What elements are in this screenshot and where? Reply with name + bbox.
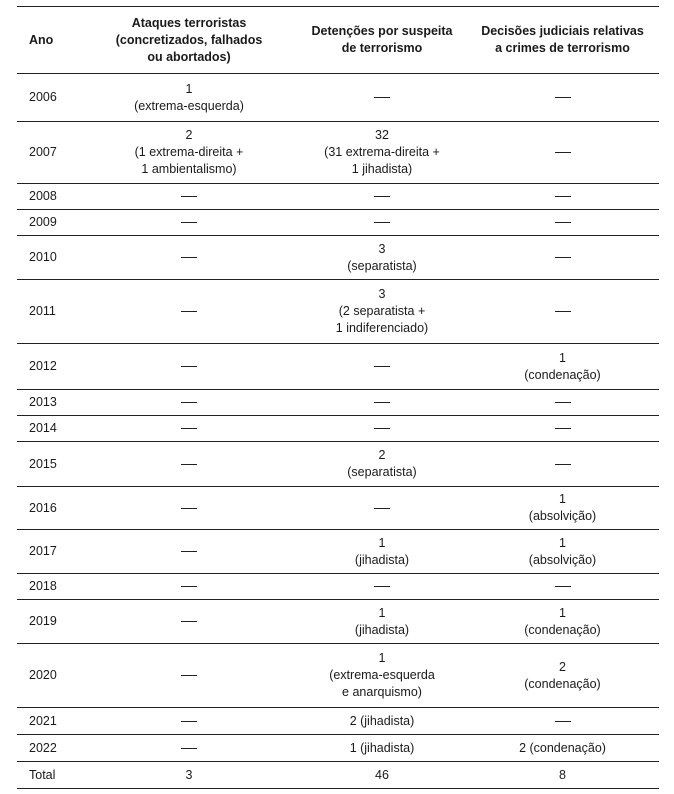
empty-dash xyxy=(555,464,571,465)
cell-line: (jihadista) xyxy=(354,552,410,567)
year-cell: 2008 xyxy=(17,184,80,210)
table-row xyxy=(17,708,659,735)
empty-dash xyxy=(181,675,197,676)
empty-dash xyxy=(555,222,571,223)
cell-line: 1 indiferenciado) xyxy=(335,321,429,335)
table-body xyxy=(17,74,659,789)
year-cell: 2018 xyxy=(17,574,80,600)
empty-dash xyxy=(181,551,197,552)
cell-line: 1 xyxy=(559,535,566,550)
decisoes-cell xyxy=(466,487,659,530)
detencoes-cell xyxy=(298,735,466,762)
ataques-cell xyxy=(80,644,298,708)
decisoes-cell xyxy=(466,574,659,600)
table-row xyxy=(17,600,659,644)
table-row xyxy=(17,442,659,487)
table-row xyxy=(17,236,659,280)
cell-line: 2 (condenação) xyxy=(519,740,606,755)
decisoes-cell xyxy=(466,184,659,210)
detencoes-cell xyxy=(298,708,466,735)
empty-dash xyxy=(181,464,197,465)
empty-dash xyxy=(374,586,390,587)
year-cell: 2015 xyxy=(17,442,80,487)
cell-line: (1 extrema-direita + xyxy=(134,145,244,159)
empty-dash xyxy=(181,428,197,429)
ataques-cell xyxy=(80,344,298,390)
year-cell: 2017 xyxy=(17,530,80,574)
year-cell: 2022 xyxy=(17,735,80,762)
empty-dash xyxy=(181,402,197,403)
decisoes-cell xyxy=(466,122,659,184)
ataques-cell xyxy=(80,735,298,762)
cell-line: (condenação) xyxy=(524,676,601,691)
cell-line: (absolvição) xyxy=(528,509,597,523)
cell-line: 1 xyxy=(559,605,566,620)
table-row xyxy=(17,530,659,574)
decisoes-cell xyxy=(466,442,659,487)
decisoes-cell xyxy=(466,236,659,280)
empty-dash xyxy=(555,428,571,429)
cell-line: 1 xyxy=(559,350,566,365)
header-decisoes xyxy=(466,7,659,74)
cell-line: 1 xyxy=(559,492,566,506)
empty-dash xyxy=(374,402,390,403)
ataques-cell xyxy=(80,416,298,442)
ataques-cell xyxy=(80,530,298,574)
table-row xyxy=(17,644,659,708)
table-row xyxy=(17,390,659,416)
detencoes-cell xyxy=(298,390,466,416)
year-cell: 2020 xyxy=(17,644,80,708)
empty-dash xyxy=(555,196,571,197)
cell-line: 2 (jihadista) xyxy=(349,713,415,728)
cell-line: (2 separatista + xyxy=(338,304,426,318)
cell-line: (condenação) xyxy=(524,367,601,382)
cell-line: 1 xyxy=(185,81,193,96)
header-line: (concretizados, falhados xyxy=(115,32,263,47)
header-ataques xyxy=(80,7,298,74)
year-cell: 2021 xyxy=(17,708,80,735)
cell-line: 1 xyxy=(378,651,386,665)
table-row xyxy=(17,280,659,344)
table-row xyxy=(17,184,659,210)
empty-dash xyxy=(181,311,197,312)
header-detencoes xyxy=(298,7,466,74)
detencoes-cell xyxy=(298,644,466,708)
table-row xyxy=(17,487,659,530)
detencoes-cell xyxy=(298,344,466,390)
year-cell: 2006 xyxy=(17,74,80,122)
empty-dash xyxy=(181,366,197,367)
table-row xyxy=(17,344,659,390)
header-line: Ataques terroristas xyxy=(131,15,247,30)
decisoes-cell xyxy=(466,735,659,762)
total-ataques: 3 xyxy=(80,762,298,789)
empty-dash xyxy=(374,366,390,367)
empty-dash xyxy=(181,508,197,509)
empty-dash xyxy=(181,721,197,722)
total-detencoes: 46 xyxy=(298,762,466,789)
empty-dash xyxy=(374,428,390,429)
cell-line: 1 ambientalismo) xyxy=(141,162,237,176)
decisoes-cell xyxy=(466,416,659,442)
cell-line: (31 extrema-direita + xyxy=(324,145,440,159)
empty-dash xyxy=(181,222,197,223)
header-ano xyxy=(17,7,80,74)
decisoes-cell xyxy=(466,600,659,644)
empty-dash xyxy=(181,196,197,197)
decisoes-cell xyxy=(466,530,659,574)
table-row xyxy=(17,735,659,762)
cell-line: 2 xyxy=(185,128,193,142)
header-row xyxy=(17,7,659,74)
cell-line: (extrema-esquerda) xyxy=(134,98,244,113)
empty-dash xyxy=(555,257,571,258)
header-line: Detenções por suspeita xyxy=(311,24,453,38)
total-row xyxy=(17,762,659,789)
empty-dash xyxy=(555,402,571,403)
cell-line: (absolvição) xyxy=(528,552,597,567)
cell-line: (condenação) xyxy=(524,622,601,637)
detencoes-cell xyxy=(298,236,466,280)
empty-dash xyxy=(374,222,390,223)
decisoes-cell xyxy=(466,708,659,735)
table-row xyxy=(17,122,659,184)
empty-dash xyxy=(555,97,571,98)
year-cell: 2007 xyxy=(17,122,80,184)
cell-line: 2 xyxy=(559,659,566,674)
detencoes-cell xyxy=(298,530,466,574)
detencoes-cell xyxy=(298,442,466,487)
ataques-cell xyxy=(80,184,298,210)
year-cell: 2009 xyxy=(17,210,80,236)
empty-dash xyxy=(555,311,571,312)
ataques-cell xyxy=(80,600,298,644)
decisoes-cell xyxy=(466,74,659,122)
decisoes-cell xyxy=(466,644,659,708)
ataques-cell xyxy=(80,574,298,600)
cell-line: 3 xyxy=(378,241,386,256)
cell-line: 32 xyxy=(375,128,389,142)
cell-line: (extrema-esquerda xyxy=(329,668,435,682)
cell-line: 3 xyxy=(378,287,386,301)
ataques-cell xyxy=(80,708,298,735)
empty-dash xyxy=(374,508,390,509)
empty-dash xyxy=(374,196,390,197)
cell-line: e anarquismo) xyxy=(342,685,422,699)
total-decisoes: 8 xyxy=(466,762,659,789)
empty-dash xyxy=(555,152,571,153)
ataques-cell xyxy=(80,487,298,530)
detencoes-cell xyxy=(298,574,466,600)
decisoes-cell xyxy=(466,280,659,344)
detencoes-cell xyxy=(298,184,466,210)
year-cell: 2012 xyxy=(17,344,80,390)
year-cell: 2019 xyxy=(17,600,80,644)
cell-line: 1 xyxy=(378,535,386,550)
detencoes-cell xyxy=(298,280,466,344)
decisoes-cell xyxy=(466,344,659,390)
cell-line: 1 jihadista) xyxy=(351,162,413,176)
empty-dash xyxy=(555,586,571,587)
table-header xyxy=(17,7,659,74)
ataques-cell xyxy=(80,236,298,280)
year-cell: 2010 xyxy=(17,236,80,280)
ataques-cell xyxy=(80,210,298,236)
year-cell: 2016 xyxy=(17,487,80,530)
cell-line: (separatista) xyxy=(347,258,417,273)
empty-dash xyxy=(181,586,197,587)
ataques-cell xyxy=(80,280,298,344)
header-line: Decisões judiciais relativas xyxy=(481,24,644,38)
cell-line: 1 (jihadista) xyxy=(349,740,415,755)
detencoes-cell xyxy=(298,487,466,530)
year-cell: 2013 xyxy=(17,390,80,416)
table-row xyxy=(17,210,659,236)
empty-dash xyxy=(181,257,197,258)
decisoes-cell xyxy=(466,390,659,416)
header-line: a crimes de terrorismo xyxy=(495,41,630,55)
table-row xyxy=(17,416,659,442)
table-row xyxy=(17,574,659,600)
header-line: Ano xyxy=(29,32,54,47)
empty-dash xyxy=(181,748,197,749)
cell-line: 2 xyxy=(378,448,386,462)
header-line: de terrorismo xyxy=(341,41,423,55)
empty-dash xyxy=(374,97,390,98)
detencoes-cell xyxy=(298,600,466,644)
decisoes-cell xyxy=(466,210,659,236)
detencoes-cell xyxy=(298,210,466,236)
cell-line: (separatista) xyxy=(347,465,417,479)
detencoes-cell xyxy=(298,74,466,122)
ataques-cell xyxy=(80,122,298,184)
year-cell: 2014 xyxy=(17,416,80,442)
ataques-cell xyxy=(80,74,298,122)
detencoes-cell xyxy=(298,416,466,442)
empty-dash xyxy=(555,721,571,722)
ataques-cell xyxy=(80,390,298,416)
empty-dash xyxy=(181,621,197,622)
terrorism-table xyxy=(17,6,659,789)
header-line: ou abortados) xyxy=(147,49,231,64)
cell-line: 1 xyxy=(378,605,386,620)
table-row xyxy=(17,74,659,122)
detencoes-cell xyxy=(298,122,466,184)
ataques-cell xyxy=(80,442,298,487)
total-label: Total xyxy=(17,762,80,789)
year-cell: 2011 xyxy=(17,280,80,344)
cell-line: (jihadista) xyxy=(354,622,410,637)
